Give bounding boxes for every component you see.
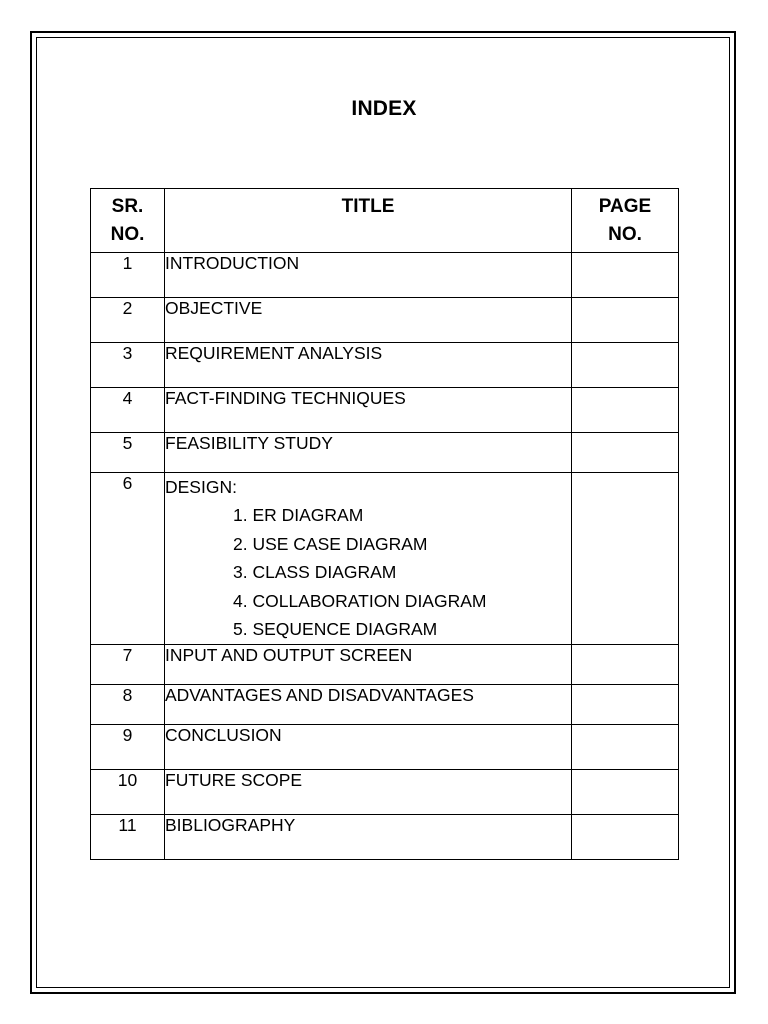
header-title: TITLE	[165, 189, 572, 253]
sr-cell: 3	[91, 343, 165, 388]
design-heading: DESIGN:	[165, 477, 237, 497]
page-cell	[572, 388, 679, 433]
design-subitem: 3. CLASS DIAGRAM	[233, 562, 397, 582]
title-cell: CONCLUSION	[165, 725, 572, 770]
title-cell: FACT-FINDING TECHNIQUES	[165, 388, 572, 433]
sr-cell: 1	[91, 253, 165, 298]
table-row	[91, 253, 679, 298]
title-cell: FUTURE SCOPE	[165, 770, 572, 815]
design-subitem: 5. SEQUENCE DIAGRAM	[233, 619, 438, 639]
page-cell	[572, 770, 679, 815]
index-table	[90, 188, 679, 860]
design-sublist	[165, 501, 571, 644]
header-page-no: PAGE NO.	[572, 189, 679, 253]
page-cell	[572, 815, 679, 860]
page-title: INDEX	[351, 97, 417, 120]
table-row	[91, 815, 679, 860]
title-cell: FEASIBILITY STUDY	[165, 433, 572, 473]
table-header-row	[91, 189, 679, 253]
title-cell: BIBLIOGRAPHY	[165, 815, 572, 860]
sr-cell: 11	[91, 815, 165, 860]
page-cell	[572, 645, 679, 685]
table-row	[91, 685, 679, 725]
sr-cell: 6	[91, 473, 165, 645]
title-cell: ADVANTAGES AND DISADVANTAGES	[165, 685, 572, 725]
sr-cell: 4	[91, 388, 165, 433]
page-cell	[572, 433, 679, 473]
sr-cell: 10	[91, 770, 165, 815]
page-cell	[572, 253, 679, 298]
design-subitem: 2. USE CASE DIAGRAM	[233, 533, 428, 554]
design-subitem: 4. COLLABORATION DIAGRAM	[233, 590, 487, 611]
page-cell	[572, 473, 679, 645]
table-row-design	[91, 473, 679, 645]
sr-cell: 8	[91, 685, 165, 725]
title-cell: INTRODUCTION	[165, 253, 572, 298]
header-sr-no: SR. NO.	[91, 189, 165, 253]
table-row	[91, 725, 679, 770]
page-cell	[572, 725, 679, 770]
title-cell: REQUIREMENT ANALYSIS	[165, 343, 572, 388]
page-cell	[572, 685, 679, 725]
table-row	[91, 298, 679, 343]
design-subitem: 1. ER DIAGRAM	[233, 505, 364, 525]
table-row	[91, 433, 679, 473]
table-row	[91, 645, 679, 685]
page-cell	[572, 298, 679, 343]
sr-cell: 7	[91, 645, 165, 685]
table-row	[91, 770, 679, 815]
title-cell: INPUT AND OUTPUT SCREEN	[165, 645, 572, 685]
title-cell: OBJECTIVE	[165, 298, 572, 343]
page-cell	[572, 343, 679, 388]
sr-cell: 5	[91, 433, 165, 473]
sr-cell: 2	[91, 298, 165, 343]
table-row	[91, 343, 679, 388]
title-cell	[165, 473, 572, 645]
table-row	[91, 388, 679, 433]
sr-cell: 9	[91, 725, 165, 770]
